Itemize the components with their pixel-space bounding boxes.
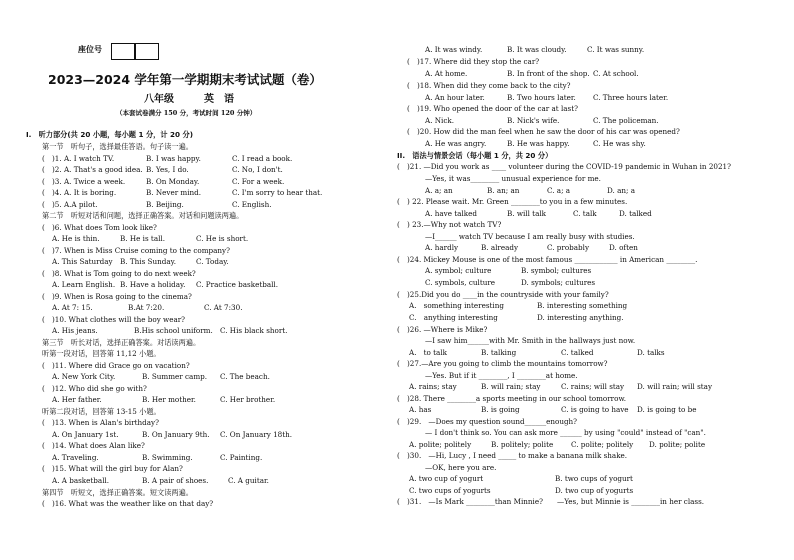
question-line: B. talking [481, 348, 517, 357]
question-line: C. I'm sorry to hear that. [232, 188, 323, 197]
question-line: B. Her mother. [142, 395, 196, 404]
question-line: ( )3. A. Twice a week. [42, 177, 126, 186]
question-line: C. a; a [547, 186, 571, 195]
question-line: A. have talked [425, 209, 477, 218]
question-line: — I don't think so. You can ask more ______ by using "could" instead of "can". [425, 428, 706, 437]
question-line: ( )17. Where did they stop the car? [407, 57, 540, 66]
question-line: C. At 7:30. [204, 303, 243, 312]
question-line: ( )6. What does Tom look like? [42, 223, 157, 232]
question-line: D. talks [637, 348, 665, 357]
question-line: B. On January 9th. [142, 430, 210, 439]
question-line: B.His school uniform. [134, 326, 213, 335]
question-line: ( )15. What will the girl buy for Alan? [42, 464, 183, 473]
question-line: B. already [481, 243, 519, 252]
question-line: C. On January 18th. [220, 430, 293, 439]
question-line: ( )18. When did they come back to the city? [407, 81, 571, 90]
question-line: B. He is tall. [120, 234, 165, 243]
question-line: B. Two hours later. [507, 93, 576, 102]
question-line: D. symbols; cultures [521, 278, 596, 287]
question-line: C. polite; politely [571, 440, 634, 449]
question-line: —I______ watch TV because I am really busy with studies. [425, 232, 635, 241]
question-line: C. talked [561, 348, 594, 357]
question-line: —I saw him______with Mr. Smith in the hallways just now. [425, 336, 636, 345]
question-line: B. interesting something [537, 301, 628, 310]
question-line: 第一节 听句子，选择最佳答语。句子读一遍。 [42, 142, 193, 151]
question-line: B. He was happy. [507, 139, 570, 148]
question-line: A. rains; stay [409, 382, 457, 391]
question-line: D. talked [619, 209, 652, 218]
question-line: C. Three hours later. [593, 93, 669, 102]
question-line: 听第一段对话，回答第 11,12 小题。 [42, 349, 161, 358]
question-line: B. politely; polite [491, 440, 554, 449]
question-line: ( )7. When is Miss Cruise coming to the company? [42, 246, 230, 255]
question-line: C. English. [232, 200, 272, 209]
question-line: B. will rain; stay [481, 382, 541, 391]
question-line: A. He is thin. [52, 234, 100, 243]
exam-title: 2023—2024 学年第一学期期末考试试题（卷） [48, 72, 322, 87]
question-line: —OK, here you are. [425, 463, 497, 472]
question-line: ( )26. —Where is Mike? [397, 325, 488, 334]
question-line: B. Yes, I do. [146, 165, 189, 174]
question-line: B. It was cloudy. [507, 45, 567, 54]
question-line: ( )2. A. That's a good idea. [42, 165, 143, 174]
question-line: A. Traveling. [52, 453, 99, 462]
question-line: B. symbol; cultures [521, 266, 592, 275]
question-line: ( )10. What clothes will the boy wear? [42, 315, 186, 324]
question-line: C. At school. [593, 69, 639, 78]
question-line: A. Nick. [425, 116, 455, 125]
question-line: ( )12. Who did she go with? [42, 384, 147, 393]
question-line: B. Swimming. [142, 453, 193, 462]
question-line: ( )30. —Hi, Lucy , I need _____ to make a banana milk shake. [397, 451, 628, 460]
question-line: ( )8. What is Tom going to do next week? [42, 269, 196, 278]
question-line: B. In front of the shop. [507, 69, 590, 78]
question-line: C. anything interesting [409, 313, 498, 322]
question-line: ( ) 23.—Why not watch TV? [397, 220, 502, 229]
question-line: C. He was shy. [593, 139, 646, 148]
question-line: A. He was angry. [425, 139, 487, 148]
question-line: C. For a week. [232, 177, 285, 186]
question-line: A. to talk [409, 348, 447, 357]
question-line: ( ) 22. Please wait. Mr. Green ________to you in a few minutes. [397, 197, 628, 206]
question-line: A. New York City. [52, 372, 116, 381]
question-line: B.At 7:20. [128, 303, 165, 312]
question-line: C. Practice basketball. [196, 280, 278, 289]
question-line: —Yes. But if it ________, I ________at home. [425, 371, 578, 380]
question-line: B. is going [481, 405, 520, 414]
question-line: ( )1. A. I watch TV. [42, 154, 115, 163]
question-line: D. interesting anything. [537, 313, 624, 322]
question-line: A. At home. [425, 69, 468, 78]
question-line: C. He is short. [196, 234, 249, 243]
question-line: A. At 7: 15. [52, 303, 93, 312]
question-line: C. talk [573, 209, 597, 218]
question-line: C. No, I don't. [232, 165, 283, 174]
question-line: ( )14. What does Alan like? [42, 441, 145, 450]
question-line: ( )29. —Does my question sound______enough? [397, 417, 578, 426]
question-line: C. two cups of yogurts [409, 486, 491, 495]
question-line: C. probably [547, 243, 590, 252]
question-line: ( )11. Where did Grace go on vacation? [42, 361, 190, 370]
question-line: C. is going to have [561, 405, 629, 414]
question-line: A. An hour later. [425, 93, 485, 102]
seat-box-1[interactable] [111, 43, 135, 60]
question-line: 第四节 听短文，选择正确答案。短文读两遍。 [42, 488, 193, 497]
question-line: ( )16. What was the weather like on that day? [42, 499, 214, 508]
question-line: ( )28. There ________a sports meeting in our school tomorrow. [397, 394, 627, 403]
question-line: A. something interesting [409, 301, 504, 310]
question-line: D. polite; polite [649, 440, 706, 449]
section-heading: I. 听力部分(共 20 小题，每小题 1 分，计 20 分) [26, 130, 193, 139]
question-line: D. two cup of yogurts [555, 486, 634, 495]
question-line: A. A basketball. [52, 476, 110, 485]
question-line: A. On January 1st. [52, 430, 119, 439]
subject-label: 英 语 [204, 94, 234, 105]
question-line: B. an; an [487, 186, 520, 195]
question-line: ( )19. Who opened the door of the car at last? [407, 104, 578, 113]
exam-note: （本套试卷满分 150 分，考试时间 120 分钟） [116, 109, 257, 117]
section-heading: II. 语法与情景会话（每小题 1 分，共 20 分） [397, 151, 553, 160]
question-line: C. rains; will stay [561, 382, 625, 391]
question-line: C. The beach. [220, 372, 270, 381]
seat-number-label: 座位号 [78, 45, 102, 54]
question-line: ( )20. How did the man feel when he saw the door of his car was opened? [407, 127, 680, 136]
question-line: A. This Saturday [52, 257, 113, 266]
question-line: 第二节 听短对话和问题，选择正确答案。对话和问题读两遍。 [42, 211, 244, 220]
question-line: ( )24. Mickey Mouse is one of the most famous ____________ in American ________. [397, 255, 698, 264]
question-line: B. A pair of shoes. [142, 476, 209, 485]
question-line: B. Nick's wife. [507, 116, 560, 125]
question-line: B. Never mind. [146, 188, 202, 197]
question-line: A. Learn English. [52, 280, 116, 289]
question-line: C. I read a book. [232, 154, 293, 163]
question-line: C. Today. [196, 257, 229, 266]
question-line: B. I was happy. [146, 154, 201, 163]
question-line: C. It was sunny. [587, 45, 645, 54]
grade-label: 八年级 [144, 94, 174, 105]
question-line: A. has [409, 405, 432, 414]
question-line: C. A guitar. [228, 476, 269, 485]
question-line: B. Have a holiday. [120, 280, 186, 289]
question-line: A. symbol; culture [425, 266, 492, 275]
question-line: A. polite; politely [409, 440, 472, 449]
question-line: 第三节 听长对话，选择正确答案。对话读两遍。 [42, 338, 201, 347]
question-line: —Yes, it was________ unusual experience for me. [425, 174, 601, 183]
question-line: C. The policeman. [593, 116, 659, 125]
seat-box-2[interactable] [135, 43, 159, 60]
question-line: B. Summer camp. [142, 372, 208, 381]
question-line: ( )5. A.A pilot. [42, 200, 98, 209]
question-line: C. symbols, culture [425, 278, 496, 287]
question-line: D. will rain; will stay [637, 382, 713, 391]
question-line: ( )13. When is Alan's birthday? [42, 418, 159, 427]
question-line: C. Her brother. [220, 395, 276, 404]
question-line: —Yes, but Minnie is ________in her class. [557, 497, 705, 506]
question-line: A. hardly [425, 243, 459, 252]
question-line: B. will talk [507, 209, 547, 218]
question-line: C. His black short. [220, 326, 288, 335]
question-line: ( )31. —Is Mark ________than Minnie? [397, 497, 543, 506]
question-line: A. Her father. [52, 395, 102, 404]
question-line: B. Beijing. [146, 200, 184, 209]
question-line: A. a; an [425, 186, 453, 195]
question-line: B. two cups of yogurt [555, 474, 633, 483]
question-line: 听第二段对话，回答第 13-15 小题。 [42, 407, 161, 416]
question-line: ( )21. —Did you work as ____ volunteer during the COVID-19 pandemic in Wuhan in 2021? [397, 162, 731, 171]
question-line: A. His jeans. [52, 326, 98, 335]
question-line: D. often [609, 243, 638, 252]
question-line: ( )9. When is Rosa going to the cinema? [42, 292, 192, 301]
question-line: A. It was windy. [425, 45, 483, 54]
question-line: ( )25.Did you do ____in the countryside with your family? [397, 290, 609, 299]
question-line: C. Painting. [220, 453, 263, 462]
question-line: D. is going to be [637, 405, 697, 414]
question-line: B. On Monday. [146, 177, 200, 186]
question-line: A. two cup of yogurt [409, 474, 484, 483]
question-line: ( )27.—Are you going to climb the mountains tomorrow? [397, 359, 608, 368]
question-line: ( )4. A. It is boring. [42, 188, 117, 197]
question-line: B. This Sunday. [120, 257, 177, 266]
question-line: D. an; a [607, 186, 635, 195]
